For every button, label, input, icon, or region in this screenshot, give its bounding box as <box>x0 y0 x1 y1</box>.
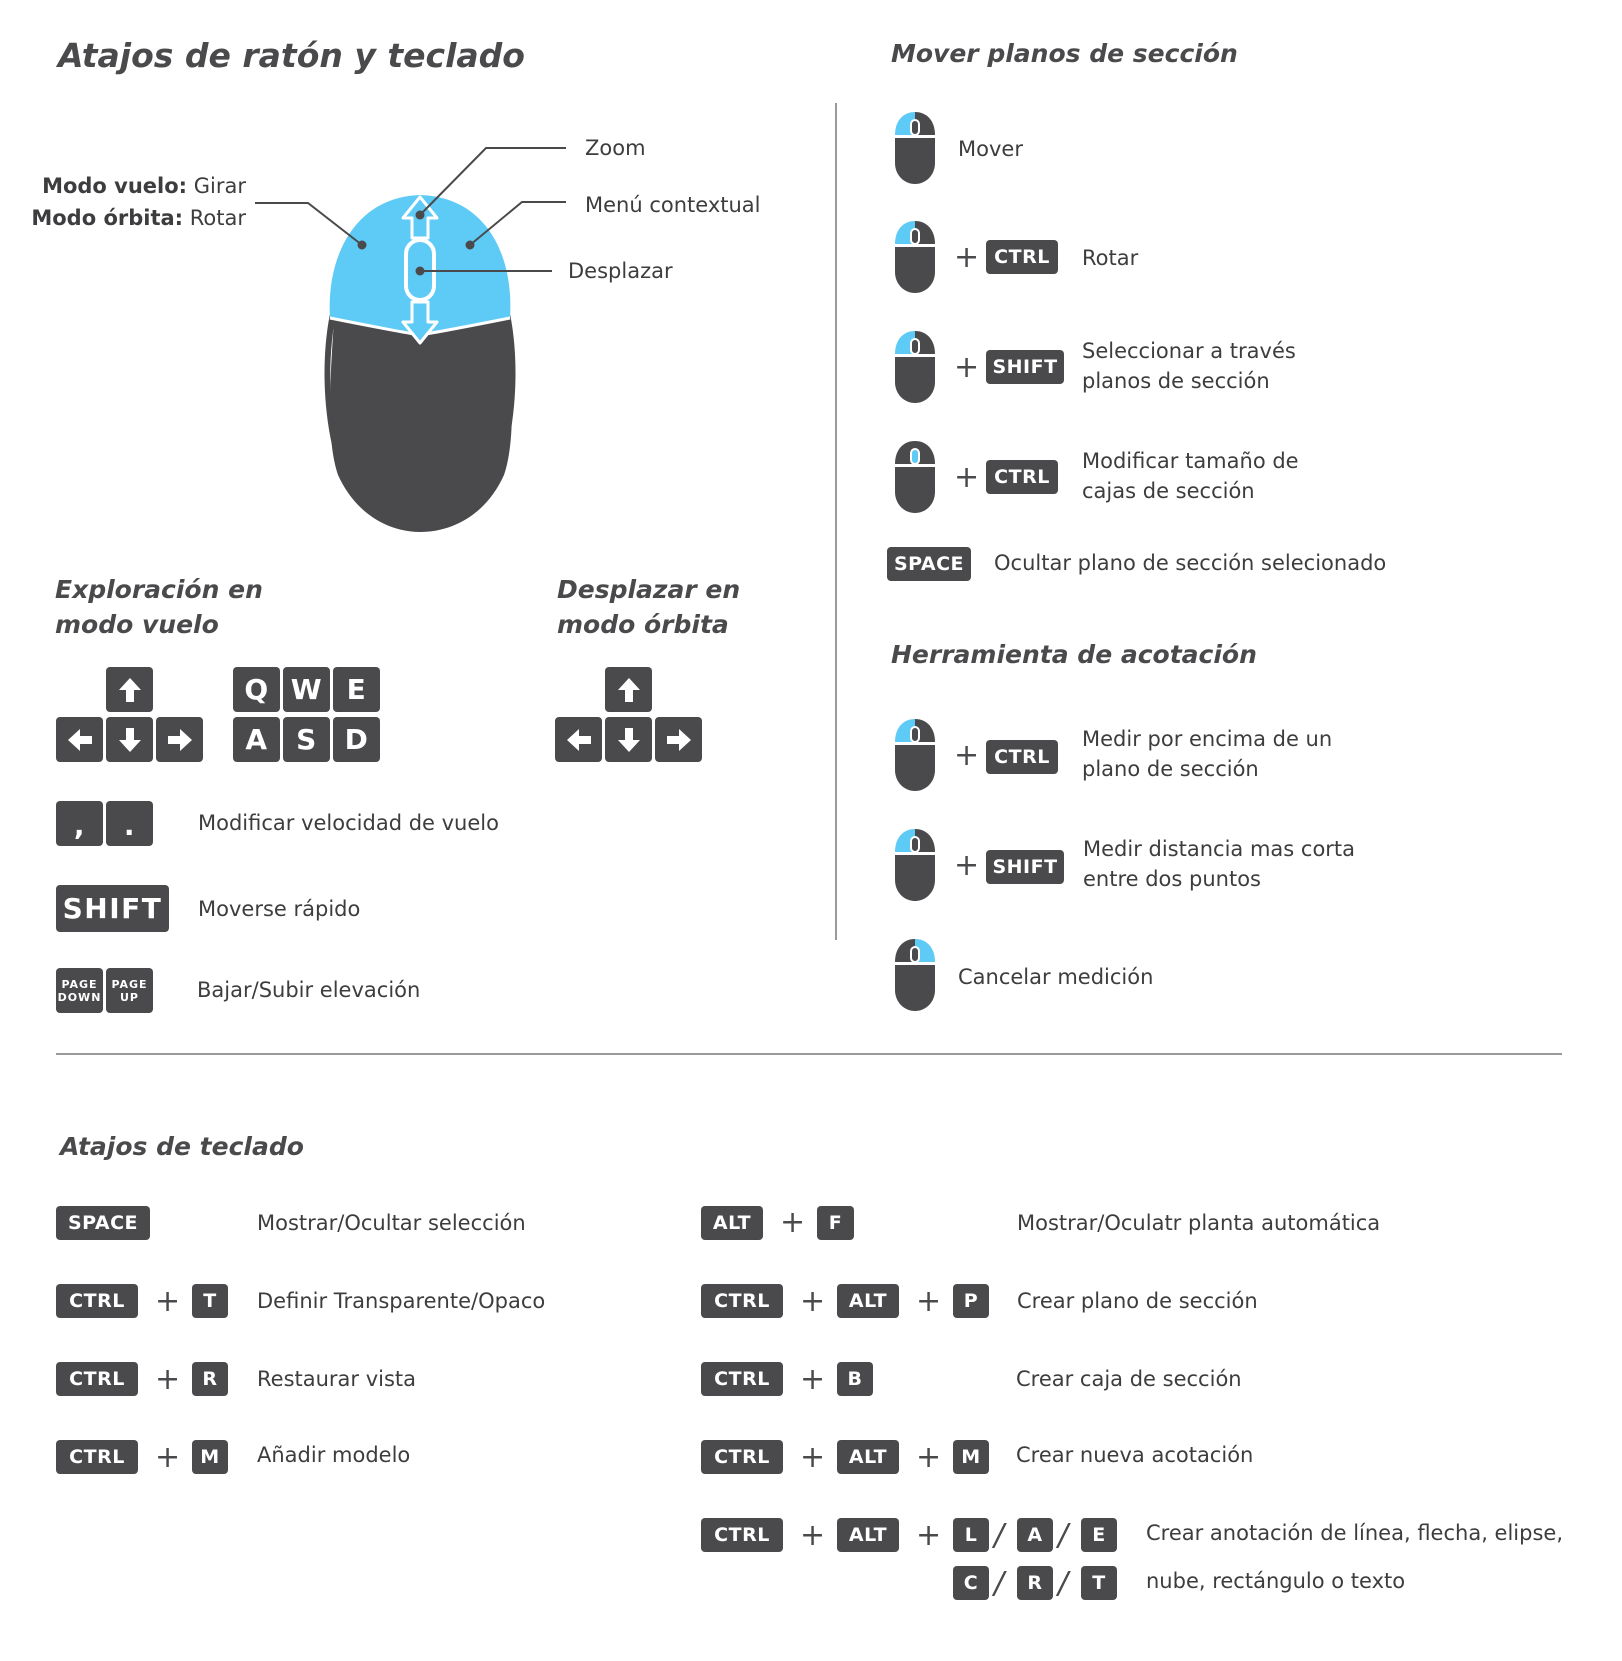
zoom-label: Zoom <box>585 136 646 160</box>
fly-mode-label: Modo vuelo: Girar <box>42 174 246 198</box>
mouse-left-click-icon <box>893 330 937 404</box>
key-t: T <box>1081 1566 1117 1600</box>
page-title: Atajos de ratón y teclado <box>58 36 525 75</box>
key-r: R <box>192 1362 228 1396</box>
key-a: A <box>1017 1518 1053 1552</box>
key-ctrl: CTRL <box>56 1440 138 1474</box>
plus-sign: + <box>800 1284 826 1319</box>
key-space: SPACE <box>56 1206 150 1240</box>
annotation-label-line1: Crear anotación de línea, flecha, elipse, <box>1146 1521 1563 1545</box>
key-q: Q <box>233 667 280 712</box>
measure-over-label: Medir por encima de un plano de sección <box>1082 727 1333 781</box>
plus-sign: + <box>916 1284 942 1319</box>
arrow-up-key <box>106 667 153 712</box>
orbit-arrow-down-key <box>605 717 652 762</box>
key-f: F <box>817 1206 854 1240</box>
key-p: P <box>953 1284 989 1318</box>
plus-sign: + <box>155 1440 181 1475</box>
key-r: R <box>1017 1566 1053 1600</box>
hide-label: Ocultar plano de sección selecionado <box>994 551 1387 575</box>
select-label: Seleccionar a través planos de sección <box>1082 339 1296 393</box>
key-l: L <box>953 1518 989 1552</box>
pan-label: Desplazar <box>568 259 673 283</box>
slash-separator: / <box>1058 1518 1069 1553</box>
key-comma: , <box>56 801 103 846</box>
key-ctrl: CTRL <box>56 1362 138 1396</box>
key-dot: . <box>106 801 153 846</box>
plus-sign: + <box>800 1518 826 1553</box>
plus-sign: + <box>954 848 980 883</box>
key-alt: ALT <box>837 1518 899 1552</box>
resize-label: Modificar tamaño de cajas de sección <box>1082 449 1299 503</box>
shortcut-label: Crear plano de sección <box>1017 1289 1258 1313</box>
key-ctrl: CTRL <box>986 240 1058 274</box>
key-ctrl: CTRL <box>701 1362 783 1396</box>
key-shift: SHIFT <box>986 350 1064 384</box>
horizontal-divider <box>56 1053 1562 1055</box>
mouse-left-click-icon <box>893 111 937 185</box>
orbit-arrow-left-key <box>555 717 602 762</box>
key-b: B <box>837 1362 873 1396</box>
orbit-mode-label: Modo órbita: Rotar <box>31 206 246 230</box>
fly-mode-heading: Exploración en modo vuelo <box>55 575 263 639</box>
annotation-label-line2: nube, rectángulo o texto <box>1146 1569 1406 1593</box>
slash-separator: / <box>994 1518 1005 1553</box>
arrow-down-key <box>106 717 153 762</box>
arrow-left-icon <box>67 728 93 752</box>
mouse-scroll-icon <box>893 440 937 514</box>
shortcut-label: Mostrar/Ocultar selección <box>257 1211 526 1235</box>
slash-separator: / <box>994 1566 1005 1601</box>
move-label: Mover <box>958 137 1023 161</box>
key-ctrl: CTRL <box>701 1440 783 1474</box>
plus-sign: + <box>954 350 980 385</box>
orbit-mode-heading: Desplazar en modo órbita <box>557 575 741 639</box>
key-s: S <box>283 717 330 762</box>
key-space: SPACE <box>887 547 971 581</box>
mouse-right-click-icon <box>893 938 937 1012</box>
key-page-up: PAGE UP <box>106 968 153 1013</box>
rotate-label: Rotar <box>1082 246 1139 270</box>
plus-sign: + <box>916 1518 942 1553</box>
key-page-down: PAGE DOWN <box>56 968 103 1013</box>
shortcut-label: Definir Transparente/Opaco <box>257 1289 546 1313</box>
orbit-arrow-up-key <box>605 667 652 712</box>
plus-sign: + <box>155 1284 181 1319</box>
key-alt: ALT <box>701 1206 763 1240</box>
context-menu-label: Menú contextual <box>585 193 761 217</box>
shortcut-label: Restaurar vista <box>257 1367 417 1391</box>
arrow-right-icon <box>167 728 193 752</box>
key-shift-large: SHIFT <box>56 885 169 932</box>
key-a: A <box>233 717 280 762</box>
keyboard-heading: Atajos de teclado <box>60 1132 304 1161</box>
key-ctrl: CTRL <box>56 1284 138 1318</box>
mouse-left-click-icon <box>893 828 937 902</box>
plus-sign: + <box>954 738 980 773</box>
section-heading: Mover planos de sección <box>891 39 1238 68</box>
plus-sign: + <box>800 1440 826 1475</box>
plus-sign: + <box>780 1205 806 1240</box>
shortcut-label: Mostrar/Oculatr planta automática <box>1017 1211 1381 1235</box>
key-m: M <box>192 1440 228 1474</box>
plus-sign: + <box>954 460 980 495</box>
arrow-up-icon <box>617 677 641 703</box>
arrow-right-key <box>156 717 203 762</box>
key-alt: ALT <box>837 1440 899 1474</box>
key-ctrl: CTRL <box>701 1518 783 1552</box>
key-shift: SHIFT <box>986 850 1064 884</box>
arrow-left-key <box>56 717 103 762</box>
shortcut-label: Crear nueva acotación <box>1016 1443 1254 1467</box>
elevation-label: Bajar/Subir elevación <box>197 978 421 1002</box>
mouse-left-click-icon <box>893 220 937 294</box>
key-ctrl: CTRL <box>701 1284 783 1318</box>
orbit-arrow-right-key <box>655 717 702 762</box>
measure-short-label: Medir distancia mas corta entre dos puntos <box>1083 837 1356 891</box>
key-ctrl: CTRL <box>986 460 1058 494</box>
shortcut-label: Añadir modelo <box>257 1443 411 1467</box>
fast-label: Moverse rápido <box>198 897 361 921</box>
plus-sign: + <box>155 1362 181 1397</box>
plus-sign: + <box>916 1440 942 1475</box>
key-e: E <box>333 667 380 712</box>
slash-separator: / <box>1058 1566 1069 1601</box>
key-w: W <box>283 667 330 712</box>
key-alt: ALT <box>837 1284 899 1318</box>
arrow-right-icon <box>666 728 692 752</box>
cancel-measure-label: Cancelar medición <box>958 965 1154 989</box>
key-d: D <box>333 717 380 762</box>
measure-heading: Herramienta de acotación <box>891 640 1257 669</box>
mouse-left-click-icon <box>893 718 937 792</box>
key-t: T <box>192 1284 228 1318</box>
key-m: M <box>953 1440 989 1474</box>
key-ctrl: CTRL <box>986 740 1058 774</box>
key-c: C <box>953 1566 989 1600</box>
arrow-left-icon <box>566 728 592 752</box>
plus-sign: + <box>954 240 980 275</box>
plus-sign: + <box>800 1362 826 1397</box>
shortcut-label: Crear caja de sección <box>1016 1367 1242 1391</box>
arrow-down-icon <box>617 727 641 753</box>
arrow-up-icon <box>118 677 142 703</box>
key-e: E <box>1081 1518 1117 1552</box>
speed-label: Modificar velocidad de vuelo <box>198 811 499 835</box>
vertical-divider <box>835 103 837 940</box>
arrow-down-icon <box>118 727 142 753</box>
